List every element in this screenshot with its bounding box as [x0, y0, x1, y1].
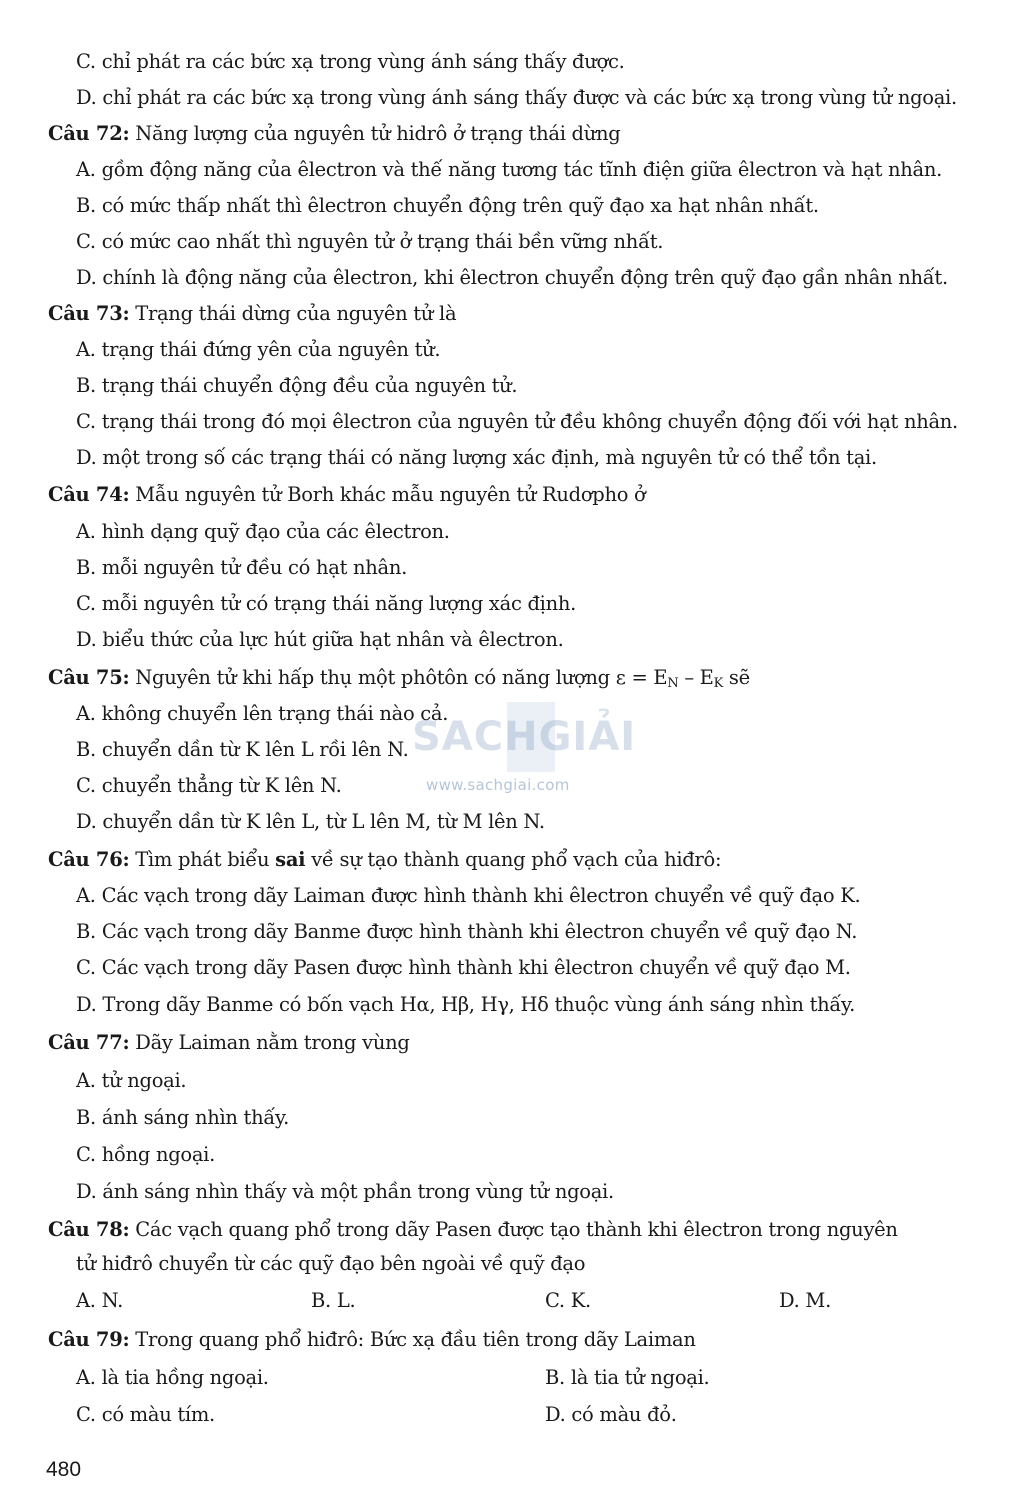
question-stem: Tìm phát biểu	[129, 848, 276, 871]
option-78-d: D. M.	[779, 1289, 832, 1312]
option-74-a: A. hình dạng quỹ đạo của các êlectron.	[76, 520, 450, 543]
option-72-d: D. chính là động năng của êlectron, khi êlectron chuyển động trên quỹ đạo gần nhân nhất.	[76, 266, 948, 289]
question-label: Câu 76:	[48, 848, 130, 871]
question-stem: Trạng thái dừng của nguyên tử là	[129, 302, 457, 325]
question-78	[48, 1218, 898, 1242]
option-78-b: B. L.	[311, 1289, 356, 1312]
question-stem: Mẫu nguyên tử Borh khác mẫu nguyên tử Rudơpho ở	[129, 483, 646, 506]
question-label: Câu 74:	[48, 483, 130, 506]
watermark-logo-block	[507, 702, 555, 772]
watermark-brand: SACHGIẢI	[412, 714, 637, 760]
option-77-c: C. hồng ngoại.	[76, 1143, 215, 1166]
option-73-a: A. trạng thái đứng yên của nguyên tử.	[76, 338, 441, 361]
question-72	[48, 122, 620, 146]
option-72-b: B. có mức thấp nhất thì êlectron chuyển động trên quỹ đạo xa hạt nhân nhất.	[76, 194, 819, 217]
question-label: Câu 78:	[48, 1218, 130, 1241]
option-77-b: B. ánh sáng nhìn thấy.	[76, 1106, 290, 1129]
option-72-a: A. gồm động năng của êlectron và thế năng tương tác tĩnh điện giữa êlectron và hạt nhân.	[76, 158, 943, 181]
subscript-n: N	[667, 676, 679, 691]
option-73-d: D. một trong số các trạng thái có năng lượng xác định, mà nguyên tử có thể tồn tại.	[76, 446, 877, 469]
emphasis-sai: sai	[275, 848, 306, 871]
question-label: Câu 77:	[48, 1031, 130, 1054]
watermark-url: www.sachgiai.com	[426, 776, 570, 794]
question-label: Câu 75:	[48, 666, 130, 689]
question-stem: Dãy Laiman nằm trong vùng	[129, 1031, 410, 1054]
option-79-d: D. có màu đỏ.	[545, 1403, 677, 1426]
option-76-c: C. Các vạch trong dãy Pasen được hình thành khi êlectron chuyển về quỹ đạo M.	[76, 956, 851, 979]
question-stem: Năng lượng của nguyên tử hidrô ở trạng thái dừng	[129, 122, 621, 145]
subscript-k: K	[713, 676, 724, 691]
question-73	[48, 302, 456, 326]
page-number: 480	[46, 1458, 82, 1481]
option-77-a: A. tử ngoại.	[76, 1069, 187, 1092]
option-79-b: B. là tia tử ngoại.	[545, 1366, 710, 1389]
question-label: Câu 72:	[48, 122, 130, 145]
option-76-d: D. Trong dãy Banme có bốn vạch Hα, Hβ, Hγ, Hδ thuộc vùng ánh sáng nhìn thấy.	[76, 993, 856, 1016]
question-75	[48, 666, 750, 696]
option-71-c: C. chỉ phát ra các bức xạ trong vùng ánh sáng thấy được.	[76, 50, 625, 73]
option-72-c: C. có mức cao nhất thì nguyên tử ở trạng thái bền vững nhất.	[76, 230, 664, 253]
question-label: Câu 79:	[48, 1328, 130, 1351]
option-74-b: B. mỗi nguyên tử đều có hạt nhân.	[76, 556, 408, 579]
option-79-c: C. có màu tím.	[76, 1403, 215, 1426]
option-75-c: C. chuyển thẳng từ K lên N.	[76, 774, 342, 797]
question-78-cont: tử hiđrô chuyển từ các quỹ đạo bên ngoài về quỹ đạo	[76, 1252, 586, 1275]
question-stem: Nguyên tử khi hấp thụ một phôtôn có năng lượng ε = E	[129, 666, 668, 689]
question-stem-cont: về sự tạo thành quang phổ vạch của hiđrô:	[305, 848, 722, 871]
option-78-a: A. N.	[76, 1289, 123, 1312]
option-74-d: D. biểu thức của lực hút giữa hạt nhân và êlectron.	[76, 628, 564, 651]
question-label: Câu 73:	[48, 302, 130, 325]
question-stem: Các vạch quang phổ trong dãy Pasen được tạo thành khi êlectron trong nguyên	[129, 1218, 898, 1241]
question-77	[48, 1031, 410, 1055]
option-79-a: A. là tia hồng ngoại.	[76, 1366, 269, 1389]
question-stem: Trong quang phổ hiđrô: Bức xạ đầu tiên trong dãy Laiman	[129, 1328, 696, 1351]
option-73-b: B. trạng thái chuyển động đều của nguyên tử.	[76, 374, 518, 397]
option-75-d: D. chuyển dần từ K lên L, từ L lên M, từ M lên N.	[76, 810, 545, 833]
option-73-c: C. trạng thái trong đó mọi êlectron của nguyên tử đều không chuyển động đối với hạt nhân.	[76, 410, 958, 433]
question-79	[48, 1328, 696, 1352]
question-stem-cont: – E	[678, 666, 714, 689]
question-stem-end: sẽ	[723, 666, 750, 689]
option-74-c: C. mỗi nguyên tử có trạng thái năng lượng xác định.	[76, 592, 577, 615]
option-77-d: D. ánh sáng nhìn thấy và một phần trong vùng tử ngoại.	[76, 1180, 614, 1203]
question-76	[48, 848, 721, 872]
option-78-c: C. K.	[545, 1289, 591, 1312]
option-76-a: A. Các vạch trong dãy Laiman được hình thành khi êlectron chuyển về quỹ đạo K.	[76, 884, 861, 907]
question-74	[48, 483, 646, 507]
option-75-a: A. không chuyển lên trạng thái nào cả.	[76, 702, 449, 725]
option-76-b: B. Các vạch trong dãy Banme được hình thành khi êlectron chuyển về quỹ đạo N.	[76, 920, 858, 943]
option-75-b: B. chuyển dần từ K lên L rồi lên N.	[76, 738, 409, 761]
option-71-d: D. chỉ phát ra các bức xạ trong vùng ánh sáng thấy được và các bức xạ trong vùng tử ngoại.	[76, 86, 957, 109]
